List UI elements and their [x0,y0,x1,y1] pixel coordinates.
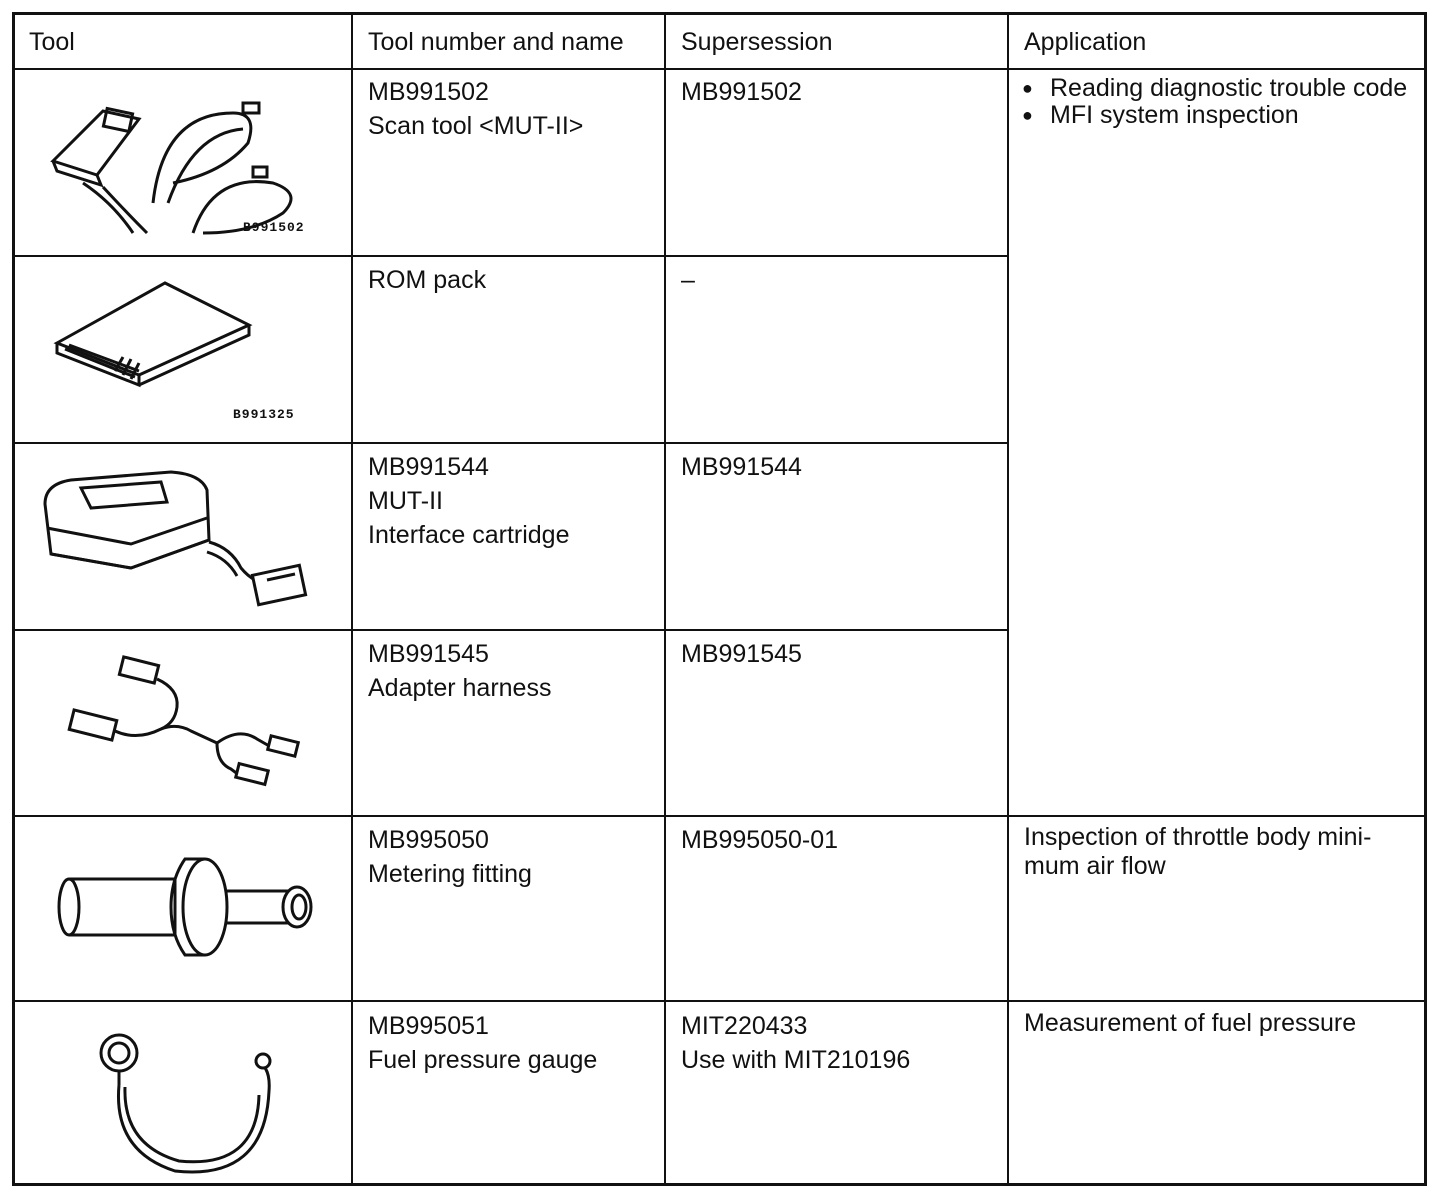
fuel-pressure-gauge-icon [95,1031,295,1181]
interface-cartridge-icon [41,470,331,610]
supersession-value: – [681,266,695,294]
row-divider [15,815,1424,817]
figure-label: B991502 [243,220,305,235]
application-fuel-pressure: Measurement of fuel pressure [1024,1009,1357,1037]
tool-number: MB991544 [368,453,489,481]
metering-fitting-icon [55,855,315,955]
header-tool-number-name: Tool number and name [368,28,624,56]
application-item: ● MFI system inspection [1020,102,1416,128]
header-application: Application [1024,28,1147,56]
tool-name: Adapter harness [368,674,552,702]
column-divider [1007,15,1009,1183]
tool-name: MUT-II Interface cartridge [368,487,570,549]
row-divider [15,629,1007,631]
application-metering-fitting: Inspection of throttle body mini- mum air flow [1024,823,1372,880]
tool-number: MB995050 [368,826,489,854]
supersession-value: MB991544 [681,453,802,481]
row-divider [15,1000,1424,1002]
tool-name: Metering fitting [368,860,532,888]
figure-label: B991325 [233,407,295,422]
scan-tool-icon [43,83,303,233]
tool-name: Scan tool <MUT-II> [368,112,584,140]
application-item: ● Reading diagnostic trouble code [1020,75,1416,101]
row-divider [15,442,1007,444]
tool-number: MB995051 [368,1012,489,1040]
supersession-value: MIT220433 Use with MIT210196 [681,1012,911,1074]
supersession-value: MB991502 [681,78,802,106]
tool-name: Fuel pressure gauge [368,1046,598,1074]
adapter-harness-icon [67,659,307,789]
tool-name: ROM pack [368,266,487,294]
row-divider [15,255,1007,257]
tool-number: MB991502 [368,78,489,106]
supersession-value: MB995050-01 [681,826,839,854]
supersession-value: MB991545 [681,640,802,668]
column-divider [664,15,666,1183]
application-list [1020,75,1416,129]
header-supersession: Supersession [681,28,833,56]
rom-pack-icon [55,281,255,381]
header-divider [15,68,1424,70]
header-tool: Tool [29,28,75,56]
column-divider [351,15,353,1183]
tool-number: MB991545 [368,640,489,668]
special-tools-table [12,12,1427,1186]
